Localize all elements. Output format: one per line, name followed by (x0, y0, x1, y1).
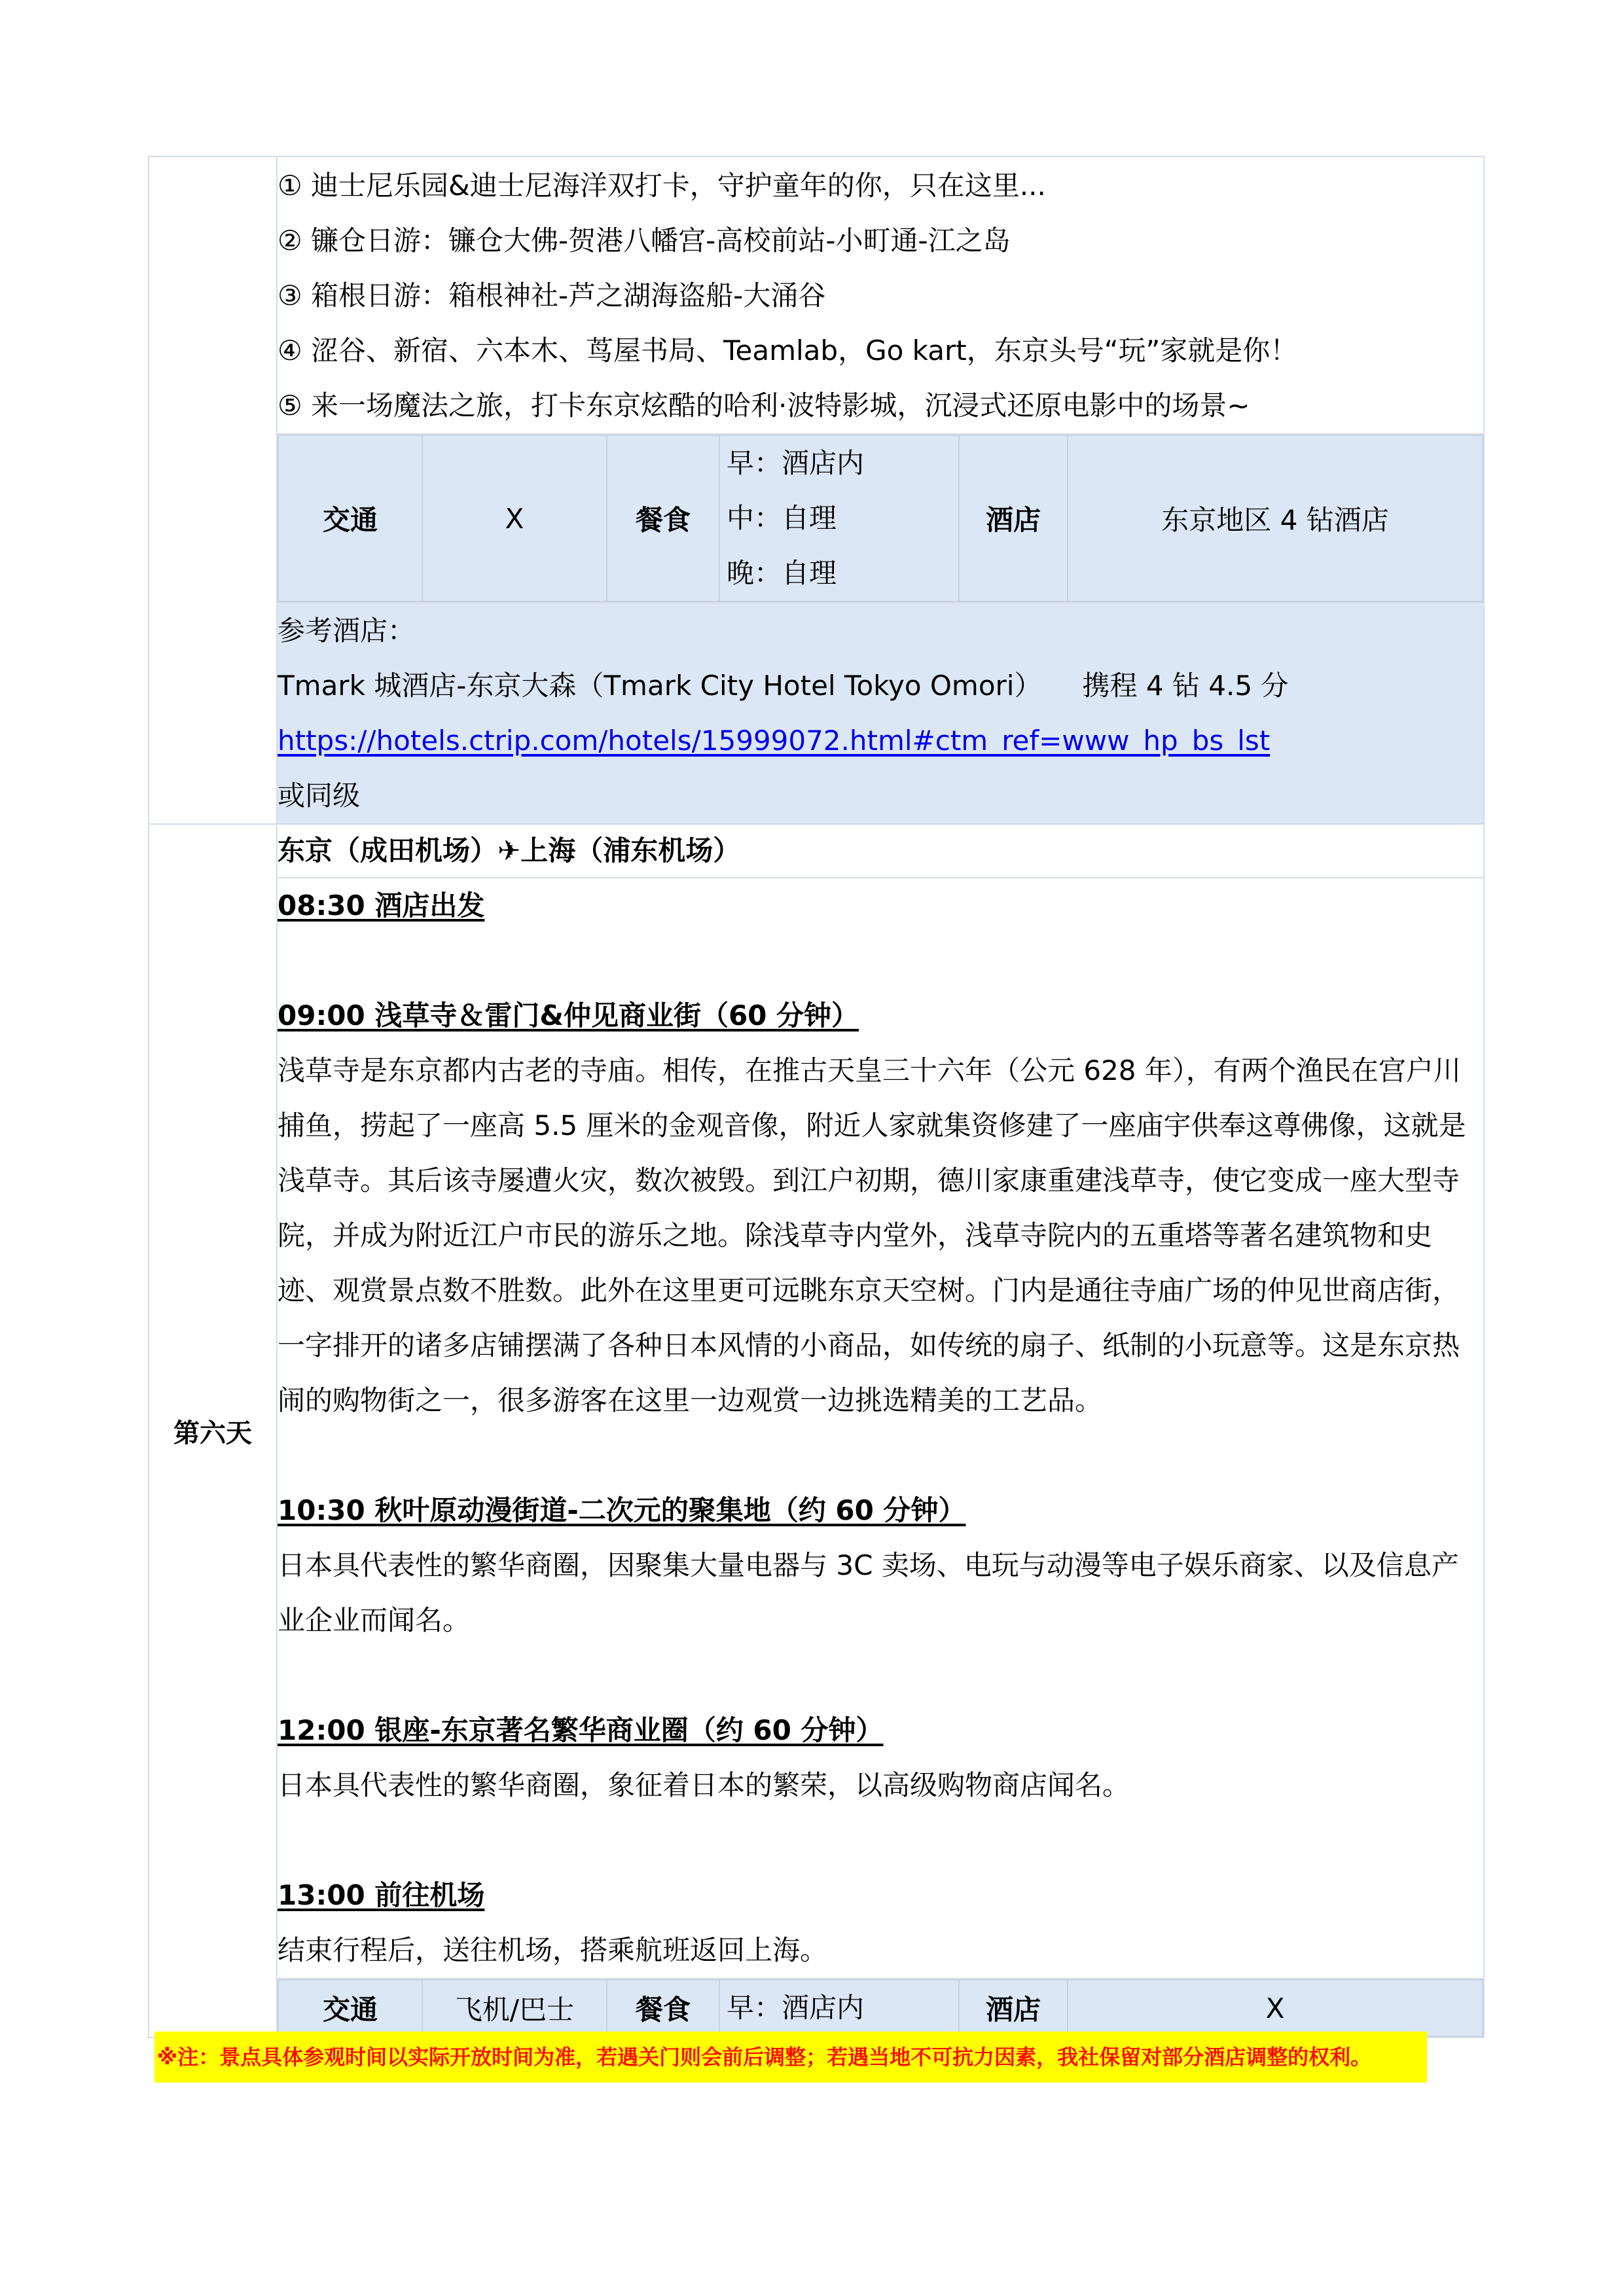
hotel-ref-link-line (278, 713, 1483, 768)
prev-info-table (278, 435, 1483, 602)
meal-breakfast: 早：酒店内 (719, 1980, 959, 2036)
meals-label: 餐食 (607, 1980, 719, 2036)
meals-value (719, 435, 959, 601)
day6-route: 东京（成田机场）✈上海（浦东机场） (278, 834, 741, 867)
schedule-time-title: 09:00 浅草寺＆雷门&仲见商业街（60 分钟） (278, 999, 859, 1031)
footnote: ※注：景点具体参观时间以实际开放时间为准，若遇关门则会前后调整；若遇当地不可抗力因素，我社保留对部分酒店调整的权利。 (154, 2032, 1427, 2083)
day6-info-table (278, 1979, 1483, 2037)
transport-value: X (422, 435, 607, 601)
hotel-ref-row (149, 603, 1484, 824)
day6-schedule-cell (277, 878, 1484, 1979)
hotel-value: X (1068, 1980, 1483, 2036)
day6-label: 第六天 (173, 1418, 252, 1448)
highlight-item: ① 迪士尼乐园&迪士尼海洋双打卡，守护童年的你，只在这里... (278, 170, 1046, 202)
schedule-desc: 浅草寺是东京都内古老的寺庙。相传，在推古天皇三十六年（公元 628 年），有两个渔民在宫户川捕鱼，捞起了一座高 5.5 厘米的金观音像，附近人家就集资修建了一座庙宇供奉这尊佛像，这就是浅草寺。其后该寺屡遭火灾，数次被毁。到江户初期，德川家康重建浅草寺，使它变成一座大型寺院，并成为附近江户市民的游乐之地。除浅草寺内堂外，浅草寺院内的五重塔等著名建筑物和史迹、观赏景点数不胜数。此外在这里更可远眺东京天空树。门内是通往寺庙广场的仲见世商店街，一字排开的诸多店铺摆满了各种日本风情的小商品，如传统的扇子、纸制的小玩意等。这是东京热闹的购物街之一，很多游客在这里一边观赏一边挑选精美的工艺品。 (278, 1054, 1466, 1416)
schedule-time-title: 12:00 银座-东京著名繁华商业圈（约 60 分钟） (278, 1714, 884, 1746)
transport-label: 交通 (278, 1980, 422, 2036)
schedule-time-title: 13:00 前往机场 (278, 1879, 485, 1911)
prev-info-cell (277, 434, 1484, 603)
highlight-item: ③ 箱根日游：箱根神社-芦之湖海盗船-大涌谷 (278, 279, 826, 312)
meal-dinner: 晚：自理 (727, 557, 837, 589)
schedule-time-title: 08:30 酒店出发 (278, 889, 485, 922)
prev-day-row (149, 156, 1484, 434)
meal-breakfast: 早：酒店内 (727, 447, 865, 479)
day6-route-row (149, 824, 1484, 878)
hotel-ref-cell (277, 603, 1484, 824)
hotel-ref-link[interactable]: https://hotels.ctrip.com/hotels/15999072.html#ctm_ref=www_hp_bs_lst (278, 725, 1271, 757)
itinerary-table (148, 156, 1485, 2038)
hotel-label: 酒店 (959, 435, 1068, 601)
hotel-value: 东京地区 4 钻酒店 (1068, 435, 1483, 601)
highlight-item: ⑤ 来一场魔法之旅，打卡东京炫酷的哈利·波特影城，沉浸式还原电影中的场景~ (278, 389, 1250, 422)
highlights-cell (277, 156, 1484, 434)
day6-info-row (149, 1979, 1484, 2037)
hotel-ref-rating: 携程 4 钻 4.5 分 (1082, 670, 1289, 702)
hotel-ref-name-line (278, 658, 1483, 713)
day6-schedule-row (149, 878, 1484, 1979)
highlight-item: ④ 涩谷、新宿、六本木、茑屋书局、Teamlab，Go kart，东京头号“玩”家就是你！ (278, 334, 1298, 367)
highlight-item: ② 镰仓日游：镰仓大佛-贺港八幡宫-高校前站-小町通-江之岛 (278, 224, 1011, 257)
hotel-label: 酒店 (959, 1980, 1068, 2036)
hotel-ref-title: 参考酒店： (278, 615, 416, 647)
meals-label: 餐食 (607, 435, 719, 601)
schedule-desc: 结束行程后，送往机场，搭乘航班返回上海。 (278, 1934, 828, 1966)
prev-day-info-row (149, 434, 1484, 603)
schedule-time-title: 10:30 秋叶原动漫街道-二次元的聚集地（约 60 分钟） (278, 1494, 966, 1526)
schedule-desc: 日本具代表性的繁华商圈，因聚集大量电器与 3C 卖场、电玩与动漫等电子娱乐商家、以及信息产业企业而闻名。 (278, 1549, 1459, 1636)
day6-route-cell (277, 824, 1484, 878)
prev-day-label-cell (149, 156, 277, 824)
day6-info-cell (277, 1979, 1484, 2037)
hotel-ref-or-similar: 或同级 (278, 780, 361, 812)
schedule-desc: 日本具代表性的繁华商圈，象征着日本的繁荣，以高级购物商店闻名。 (278, 1769, 1130, 1801)
meal-lunch: 中：自理 (727, 502, 837, 534)
transport-label: 交通 (278, 435, 422, 601)
day6-label-cell (149, 824, 277, 2037)
transport-value: 飞机/巴士 (422, 1980, 607, 2036)
hotel-ref-name: Tmark 城酒店-东京大森（Tmark City Hotel Tokyo Omori） (278, 670, 1042, 702)
